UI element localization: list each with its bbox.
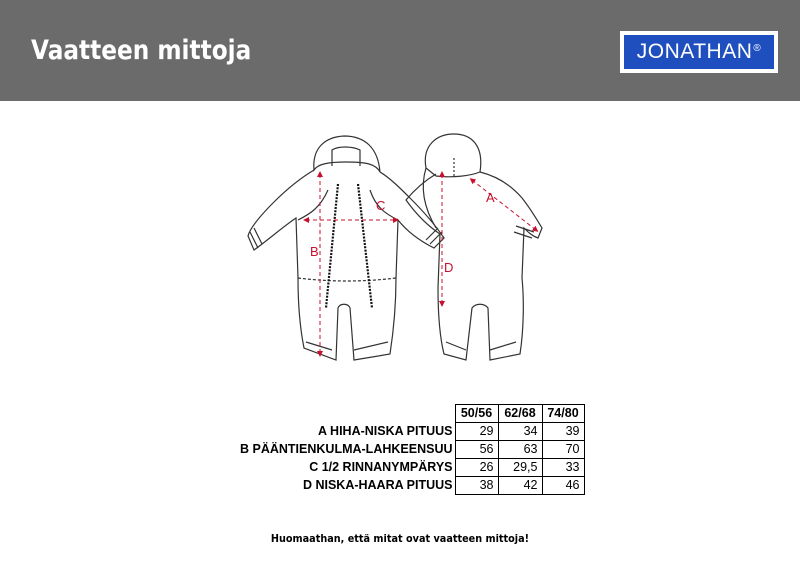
label-a: A <box>486 190 495 205</box>
table-cell: 70 <box>542 441 584 459</box>
table-row <box>238 423 584 441</box>
table-row <box>238 459 584 477</box>
measure-line-a <box>472 180 536 230</box>
table-row <box>238 441 584 459</box>
label-d: D <box>444 260 454 275</box>
logo-text: JONATHAN <box>636 40 753 63</box>
table-cell: 39 <box>542 423 584 441</box>
table-cell: 33 <box>542 459 584 477</box>
size-header: 50/56 <box>455 405 498 423</box>
table-cell: 38 <box>455 477 498 495</box>
table-cell: 63 <box>498 441 542 459</box>
size-header: 74/80 <box>542 405 584 423</box>
table-cell: 46 <box>542 477 584 495</box>
row-label: B PÄÄNTIENKULMA-LAHKEENSUU <box>240 442 453 456</box>
registered-mark: ® <box>753 42 762 54</box>
row-label: C 1/2 RINNANYMPÄRYS <box>309 460 453 474</box>
front-zippers <box>326 184 372 308</box>
table-cell: 26 <box>455 459 498 477</box>
back-body-outline <box>406 172 542 360</box>
jonathan-logo <box>620 31 778 73</box>
back-view-suit <box>406 134 542 360</box>
garment-measurement-drawing <box>240 128 550 378</box>
front-body-outline <box>248 170 444 360</box>
front-hood <box>314 136 380 172</box>
row-label: D NISKA-HAARA PITUUS <box>302 478 453 492</box>
header-bar <box>0 0 800 101</box>
measurement-note: Huomaathan, että mitat ovat vaatteen mittoja! <box>270 532 530 545</box>
table-cell: 56 <box>455 441 498 459</box>
table-cell: 34 <box>498 423 542 441</box>
label-b: B <box>310 244 319 259</box>
label-c: C <box>376 198 386 213</box>
table-row <box>238 477 584 495</box>
size-header-row <box>238 405 584 423</box>
back-hood <box>425 134 480 177</box>
size-header: 62/68 <box>498 405 542 423</box>
header-blank-cell <box>238 405 455 423</box>
front-view-suit <box>248 136 444 360</box>
page-title: Vaatteen mittoja <box>31 35 252 66</box>
logo-badge <box>623 34 775 70</box>
table-cell: 42 <box>498 477 542 495</box>
table-cell: 29,5 <box>498 459 542 477</box>
row-label: A HIHA-NISKA PITUUS <box>318 424 453 438</box>
size-table <box>238 404 585 495</box>
table-cell: 29 <box>455 423 498 441</box>
